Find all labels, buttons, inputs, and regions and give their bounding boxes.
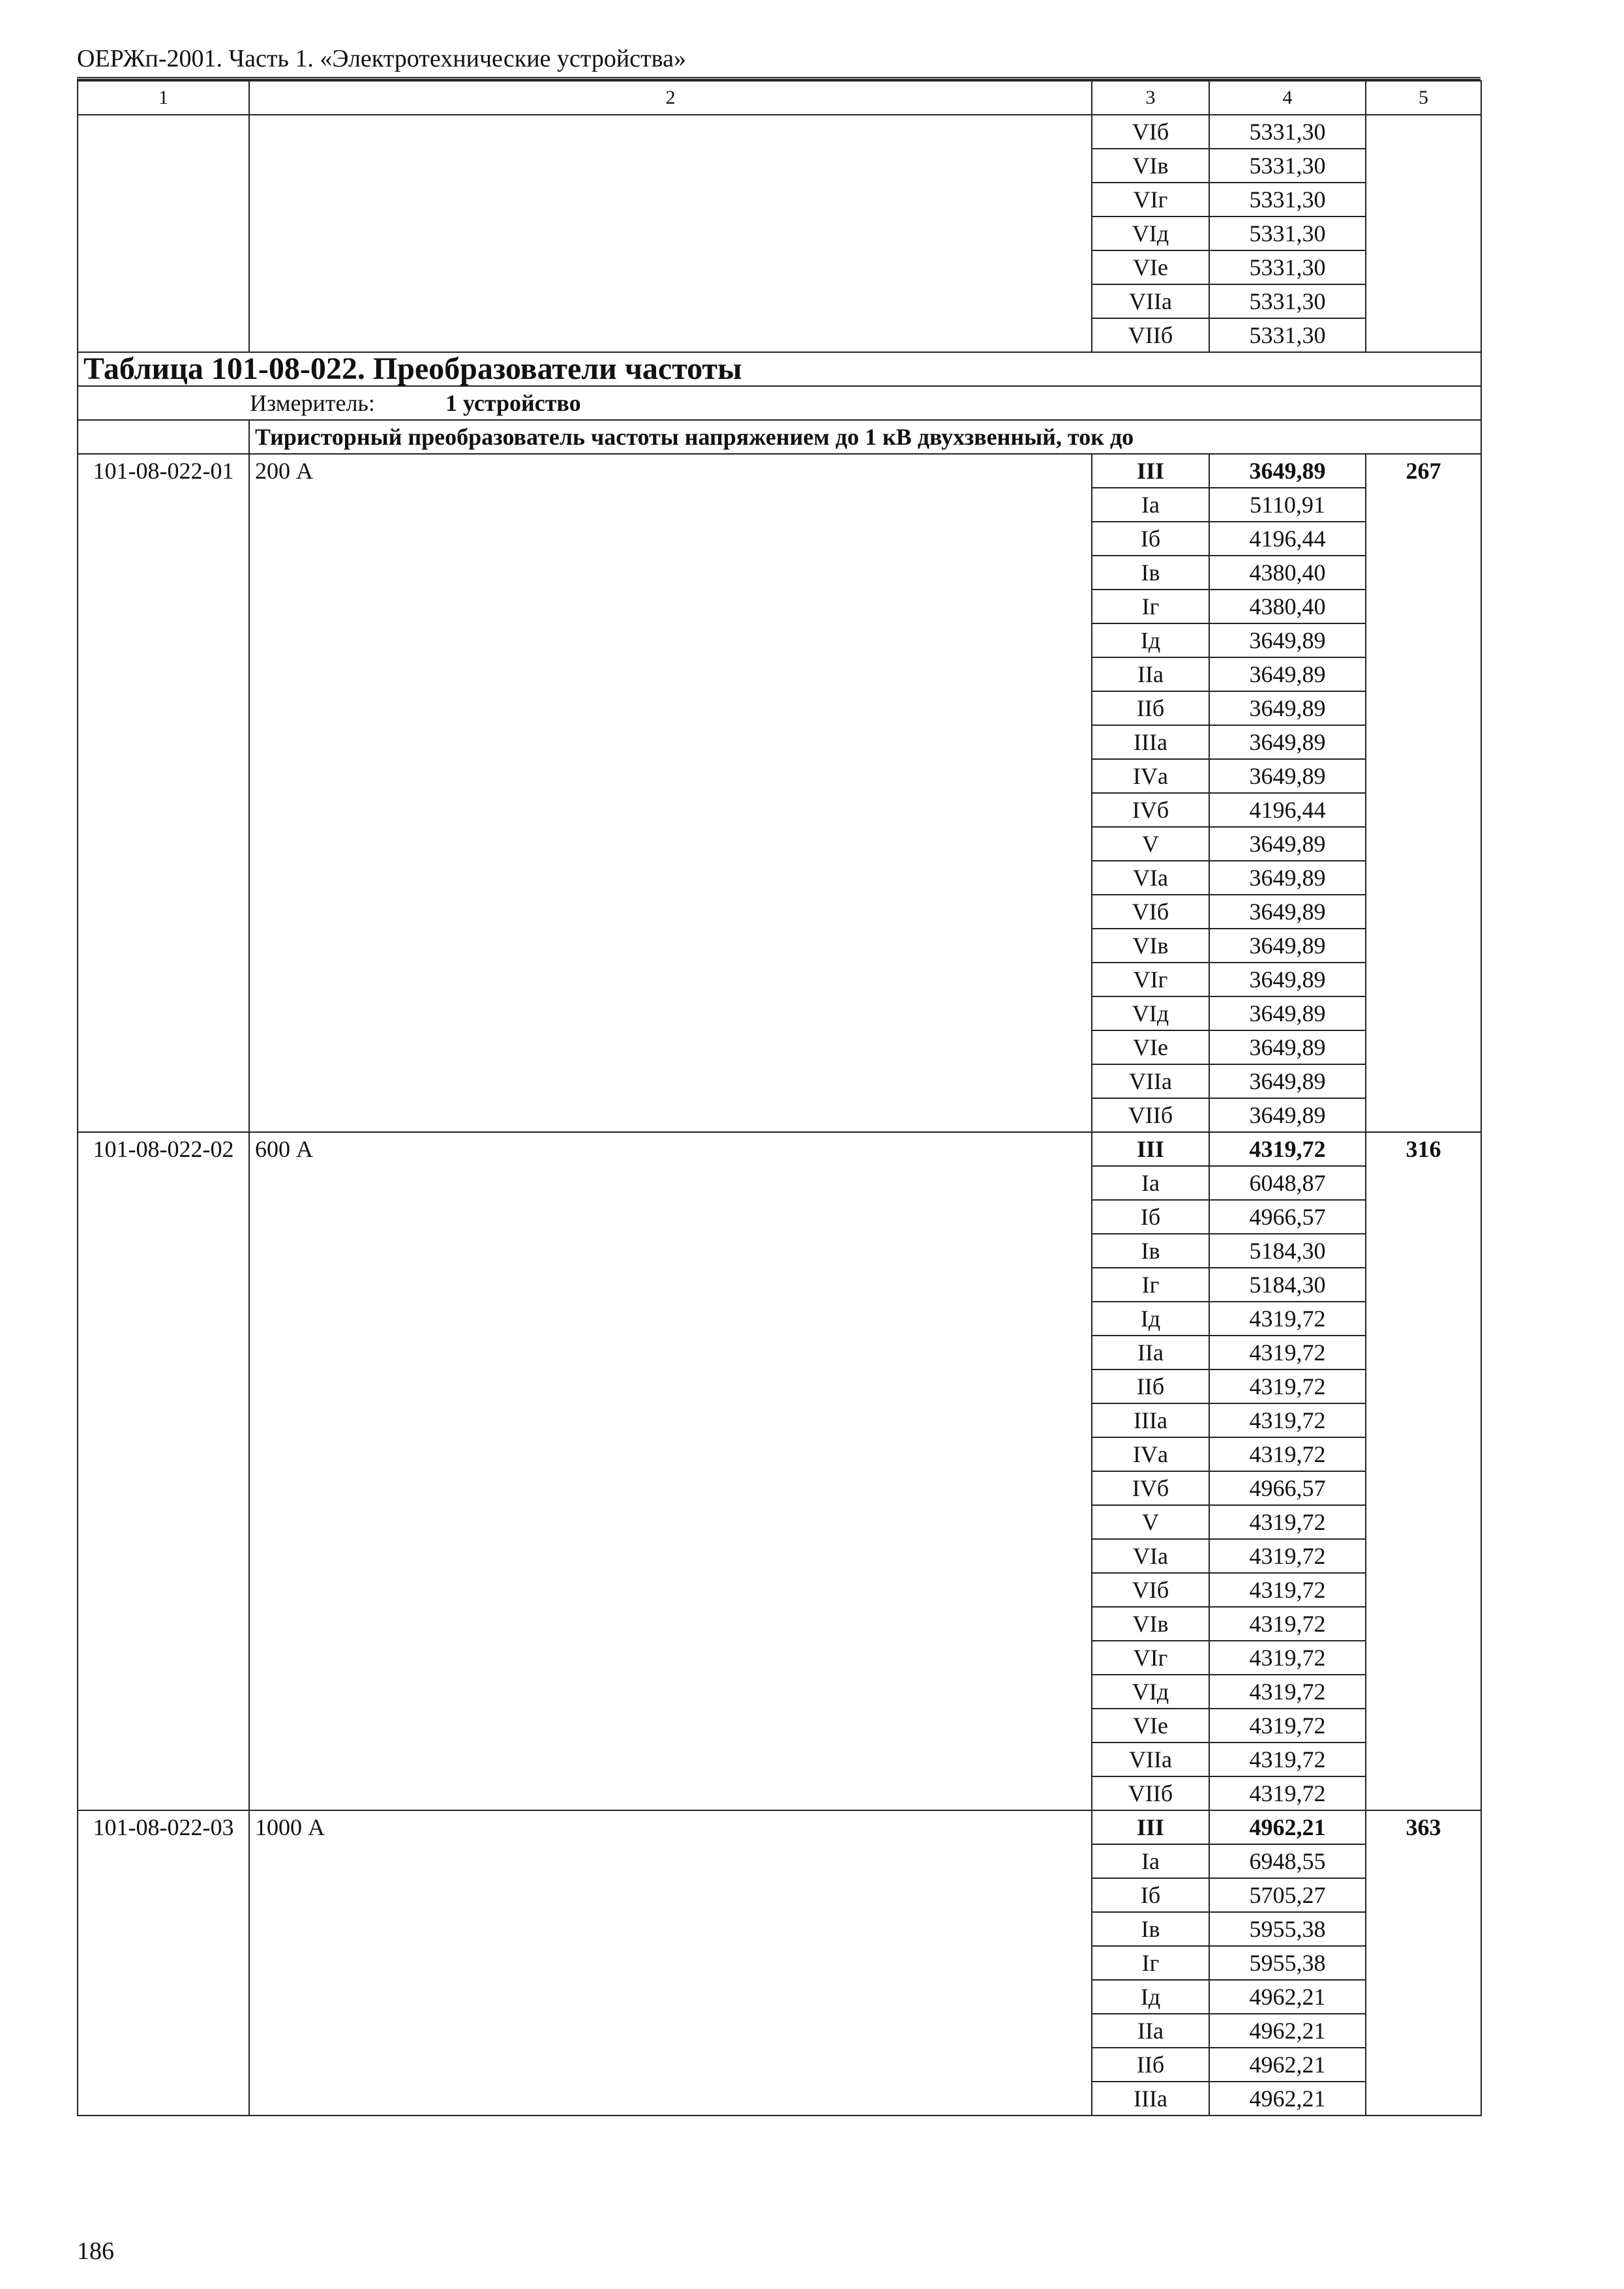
code-cell: 101-08-022-01 [78,454,249,1132]
code-cell [78,115,249,352]
zone-cell: VIв [1092,929,1209,963]
price-cell: 5955,38 [1209,1912,1366,1946]
running-header: ОЕРЖп-2001. Часть 1. «Электротехнические устройства» [77,40,1481,80]
zone-cell: Iа [1092,1844,1209,1878]
zone-cell: VIг [1092,963,1209,996]
zone-cell: VIIа [1092,1064,1209,1098]
extra-cell: 363 [1366,1810,1481,2116]
price-cell: 4319,72 [1209,1776,1366,1810]
price-cell: 3649,89 [1209,454,1366,488]
zone-cell: Iв [1092,1234,1209,1268]
zone-cell: IIа [1092,1336,1209,1369]
zone-cell: VIе [1092,1030,1209,1064]
price-cell: 4319,72 [1209,1403,1366,1437]
zone-cell: VIд [1092,1675,1209,1709]
zone-cell: VIа [1092,861,1209,895]
group-title: Тиристорный преобразователь частоты напряжением до 1 кВ двухзвенный, ток до [249,420,1481,454]
unit-label: Измеритель: [250,390,375,416]
column-number: 1 [78,81,249,115]
zone-cell: VIв [1092,1607,1209,1641]
zone-cell: IIб [1092,691,1209,725]
price-cell: 5331,30 [1209,284,1366,318]
price-cell: 5331,30 [1209,250,1366,284]
zone-cell: VIIб [1092,1098,1209,1132]
price-cell: 3649,89 [1209,861,1366,895]
zone-cell: VIе [1092,1709,1209,1743]
price-cell: 5184,30 [1209,1268,1366,1302]
price-cell: 3649,89 [1209,996,1366,1030]
unit-value: 1 устройство [445,390,581,416]
table-row [78,115,1481,149]
zone-cell: IIIа [1092,1403,1209,1437]
zone-cell: Iд [1092,623,1209,657]
page-number: 186 [77,2237,114,2265]
price-cell: 4380,40 [1209,590,1366,623]
price-cell: 3649,89 [1209,963,1366,996]
table-row [78,454,1481,488]
zone-cell: Iг [1092,1268,1209,1302]
zone-cell: IIа [1092,657,1209,691]
table-row [78,1810,1481,1844]
price-cell: 4966,57 [1209,1471,1366,1505]
price-cell: 4319,72 [1209,1675,1366,1709]
table-row [78,1132,1481,1166]
price-cell: 5331,30 [1209,217,1366,250]
zone-cell: Iа [1092,1166,1209,1200]
price-cell: 4962,21 [1209,2014,1366,2048]
zone-cell: Iб [1092,522,1209,556]
blank-cell [78,420,249,454]
zone-cell: Iв [1092,1912,1209,1946]
zone-cell: VIб [1092,115,1209,149]
code-cell: 101-08-022-03 [78,1810,249,2116]
zone-cell: IVб [1092,793,1209,827]
name-cell: 1000 А [249,1810,1092,2116]
zone-cell: Iб [1092,1878,1209,1912]
price-cell: 6048,87 [1209,1166,1366,1200]
price-cell: 4319,72 [1209,1437,1366,1471]
zone-cell: Iд [1092,1980,1209,2014]
code-cell: 101-08-022-02 [78,1132,249,1810]
zone-cell: V [1092,827,1209,861]
price-cell: 3649,89 [1209,657,1366,691]
zone-cell: VIIб [1092,1776,1209,1810]
zone-cell: VIд [1092,217,1209,250]
zone-cell: VIIа [1092,284,1209,318]
zone-cell: Iд [1092,1302,1209,1336]
zone-cell: VIе [1092,250,1209,284]
name-cell: 600 А [249,1132,1092,1810]
price-cell: 3649,89 [1209,1098,1366,1132]
zone-cell: VIб [1092,1573,1209,1607]
zone-cell: IIIа [1092,725,1209,759]
price-cell: 4966,57 [1209,1200,1366,1234]
price-cell: 4319,72 [1209,1607,1366,1641]
extra-cell [1366,115,1481,352]
price-cell: 5331,30 [1209,149,1366,183]
price-cell: 6948,55 [1209,1844,1366,1878]
zone-cell: Iб [1092,1200,1209,1234]
zone-cell: III [1092,1132,1209,1166]
column-number-row [78,81,1481,115]
unit-row [78,386,1481,420]
zone-cell: IVа [1092,1437,1209,1471]
price-cell: 3649,89 [1209,1030,1366,1064]
column-number: 2 [249,81,1092,115]
column-number: 3 [1092,81,1209,115]
zone-cell: IIб [1092,1369,1209,1403]
price-cell: 4319,72 [1209,1132,1366,1166]
zone-cell: IIа [1092,2014,1209,2048]
price-cell: 3649,89 [1209,895,1366,929]
price-cell: 4196,44 [1209,522,1366,556]
zone-cell: VIд [1092,996,1209,1030]
price-cell: 5110,91 [1209,488,1366,522]
price-cell: 4319,72 [1209,1573,1366,1607]
name-cell [249,115,1092,352]
zone-cell: Iг [1092,1946,1209,1980]
column-number: 5 [1366,81,1481,115]
zone-cell: IIб [1092,2048,1209,2082]
zone-cell: III [1092,454,1209,488]
price-cell: 4319,72 [1209,1369,1366,1403]
price-cell: 3649,89 [1209,725,1366,759]
price-cell: 3649,89 [1209,623,1366,657]
price-cell: 4962,21 [1209,1810,1366,1844]
price-cell: 3649,89 [1209,1064,1366,1098]
zone-cell: VIIб [1092,318,1209,352]
zone-cell: IVа [1092,759,1209,793]
price-cell: 5331,30 [1209,183,1366,217]
price-cell: 3649,89 [1209,827,1366,861]
extra-cell: 267 [1366,454,1481,1132]
price-cell: 4380,40 [1209,556,1366,590]
zone-cell: VIб [1092,895,1209,929]
price-cell: 5955,38 [1209,1946,1366,1980]
extra-cell: 316 [1366,1132,1481,1810]
column-number: 4 [1209,81,1366,115]
price-cell: 5331,30 [1209,115,1366,149]
price-cell: 4319,72 [1209,1709,1366,1743]
rates-table-body [78,81,1481,2116]
price-cell: 3649,89 [1209,759,1366,793]
price-cell: 4319,72 [1209,1641,1366,1675]
zone-cell: VIа [1092,1539,1209,1573]
zone-cell: IVб [1092,1471,1209,1505]
zone-cell: VIIа [1092,1743,1209,1776]
price-cell: 4319,72 [1209,1302,1366,1336]
zone-cell: IIIа [1092,2082,1209,2116]
price-cell: 4962,21 [1209,1980,1366,2014]
price-cell: 5331,30 [1209,318,1366,352]
zone-cell: Iг [1092,590,1209,623]
price-cell: 3649,89 [1209,691,1366,725]
group-title-row [78,420,1481,454]
price-cell: 4319,72 [1209,1336,1366,1369]
zone-cell: Iв [1092,556,1209,590]
unit-cell [78,386,1481,420]
price-cell: 4962,21 [1209,2082,1366,2116]
price-cell: 4319,72 [1209,1743,1366,1776]
zone-cell: VIг [1092,1641,1209,1675]
price-cell: 3649,89 [1209,929,1366,963]
zone-cell: VIв [1092,149,1209,183]
zone-cell: III [1092,1810,1209,1844]
price-cell: 5184,30 [1209,1234,1366,1268]
table-title-row [78,352,1481,386]
table-title: Таблица 101-08-022. Преобразователи частоты [78,352,1481,386]
price-cell: 4319,72 [1209,1539,1366,1573]
price-cell: 5705,27 [1209,1878,1366,1912]
zone-cell: VIг [1092,183,1209,217]
price-cell: 4962,21 [1209,2048,1366,2082]
price-cell: 4319,72 [1209,1505,1366,1539]
rates-table [77,80,1482,2116]
name-cell: 200 А [249,454,1092,1132]
zone-cell: V [1092,1505,1209,1539]
zone-cell: Iа [1092,488,1209,522]
price-cell: 4196,44 [1209,793,1366,827]
